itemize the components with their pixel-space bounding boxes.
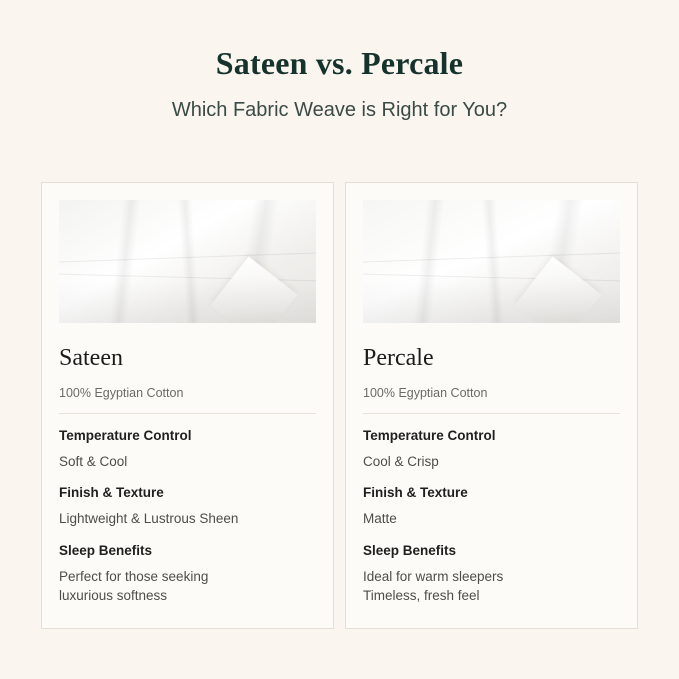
product-card-percale	[345, 182, 638, 628]
page-header	[0, 0, 679, 122]
card-title: Percale	[363, 345, 434, 372]
card-title: Sateen	[59, 345, 123, 372]
spec-value	[59, 567, 316, 606]
spec-value	[363, 567, 620, 606]
product-card-sateen	[41, 182, 334, 628]
spec-label: Temperature Control	[59, 427, 192, 443]
spec-value-line: Perfect for those seeking	[59, 568, 209, 584]
spec-temperature-control	[59, 428, 316, 471]
spec-value-line: Soft & Cool	[59, 453, 128, 469]
spec-finish-texture	[59, 485, 316, 528]
spec-value	[59, 509, 316, 529]
percale-fabric-image	[363, 200, 620, 323]
spec-value-line: Matte	[363, 511, 397, 527]
spec-label: Sleep Benefits	[363, 542, 457, 558]
spec-value	[363, 509, 620, 529]
card-material: 100% Egyptian Cotton	[59, 386, 316, 414]
spec-value-line: luxurious softness	[59, 588, 168, 604]
spec-temperature-control	[363, 428, 620, 471]
spec-sleep-benefits	[363, 543, 620, 606]
spec-value-line: Timeless, fresh feel	[363, 588, 480, 604]
spec-value	[59, 452, 316, 472]
spec-value	[363, 452, 620, 472]
spec-label: Sleep Benefits	[59, 542, 153, 558]
spec-value-line: Cool & Crisp	[363, 453, 439, 469]
card-material: 100% Egyptian Cotton	[363, 386, 620, 414]
spec-value-line: Ideal for warm sleepers	[363, 568, 504, 584]
sateen-fabric-image	[59, 200, 316, 323]
page-title: Sateen vs. Percale	[215, 45, 464, 81]
spec-sleep-benefits	[59, 543, 316, 606]
spec-value-line: Lightweight & Lustrous Sheen	[59, 511, 239, 527]
spec-label: Finish & Texture	[363, 485, 468, 501]
page-subtitle: Which Fabric Weave is Right for You?	[171, 99, 508, 122]
comparison-cards	[0, 182, 679, 628]
spec-label: Temperature Control	[363, 427, 496, 443]
spec-finish-texture	[363, 485, 620, 528]
spec-label: Finish & Texture	[59, 485, 164, 501]
